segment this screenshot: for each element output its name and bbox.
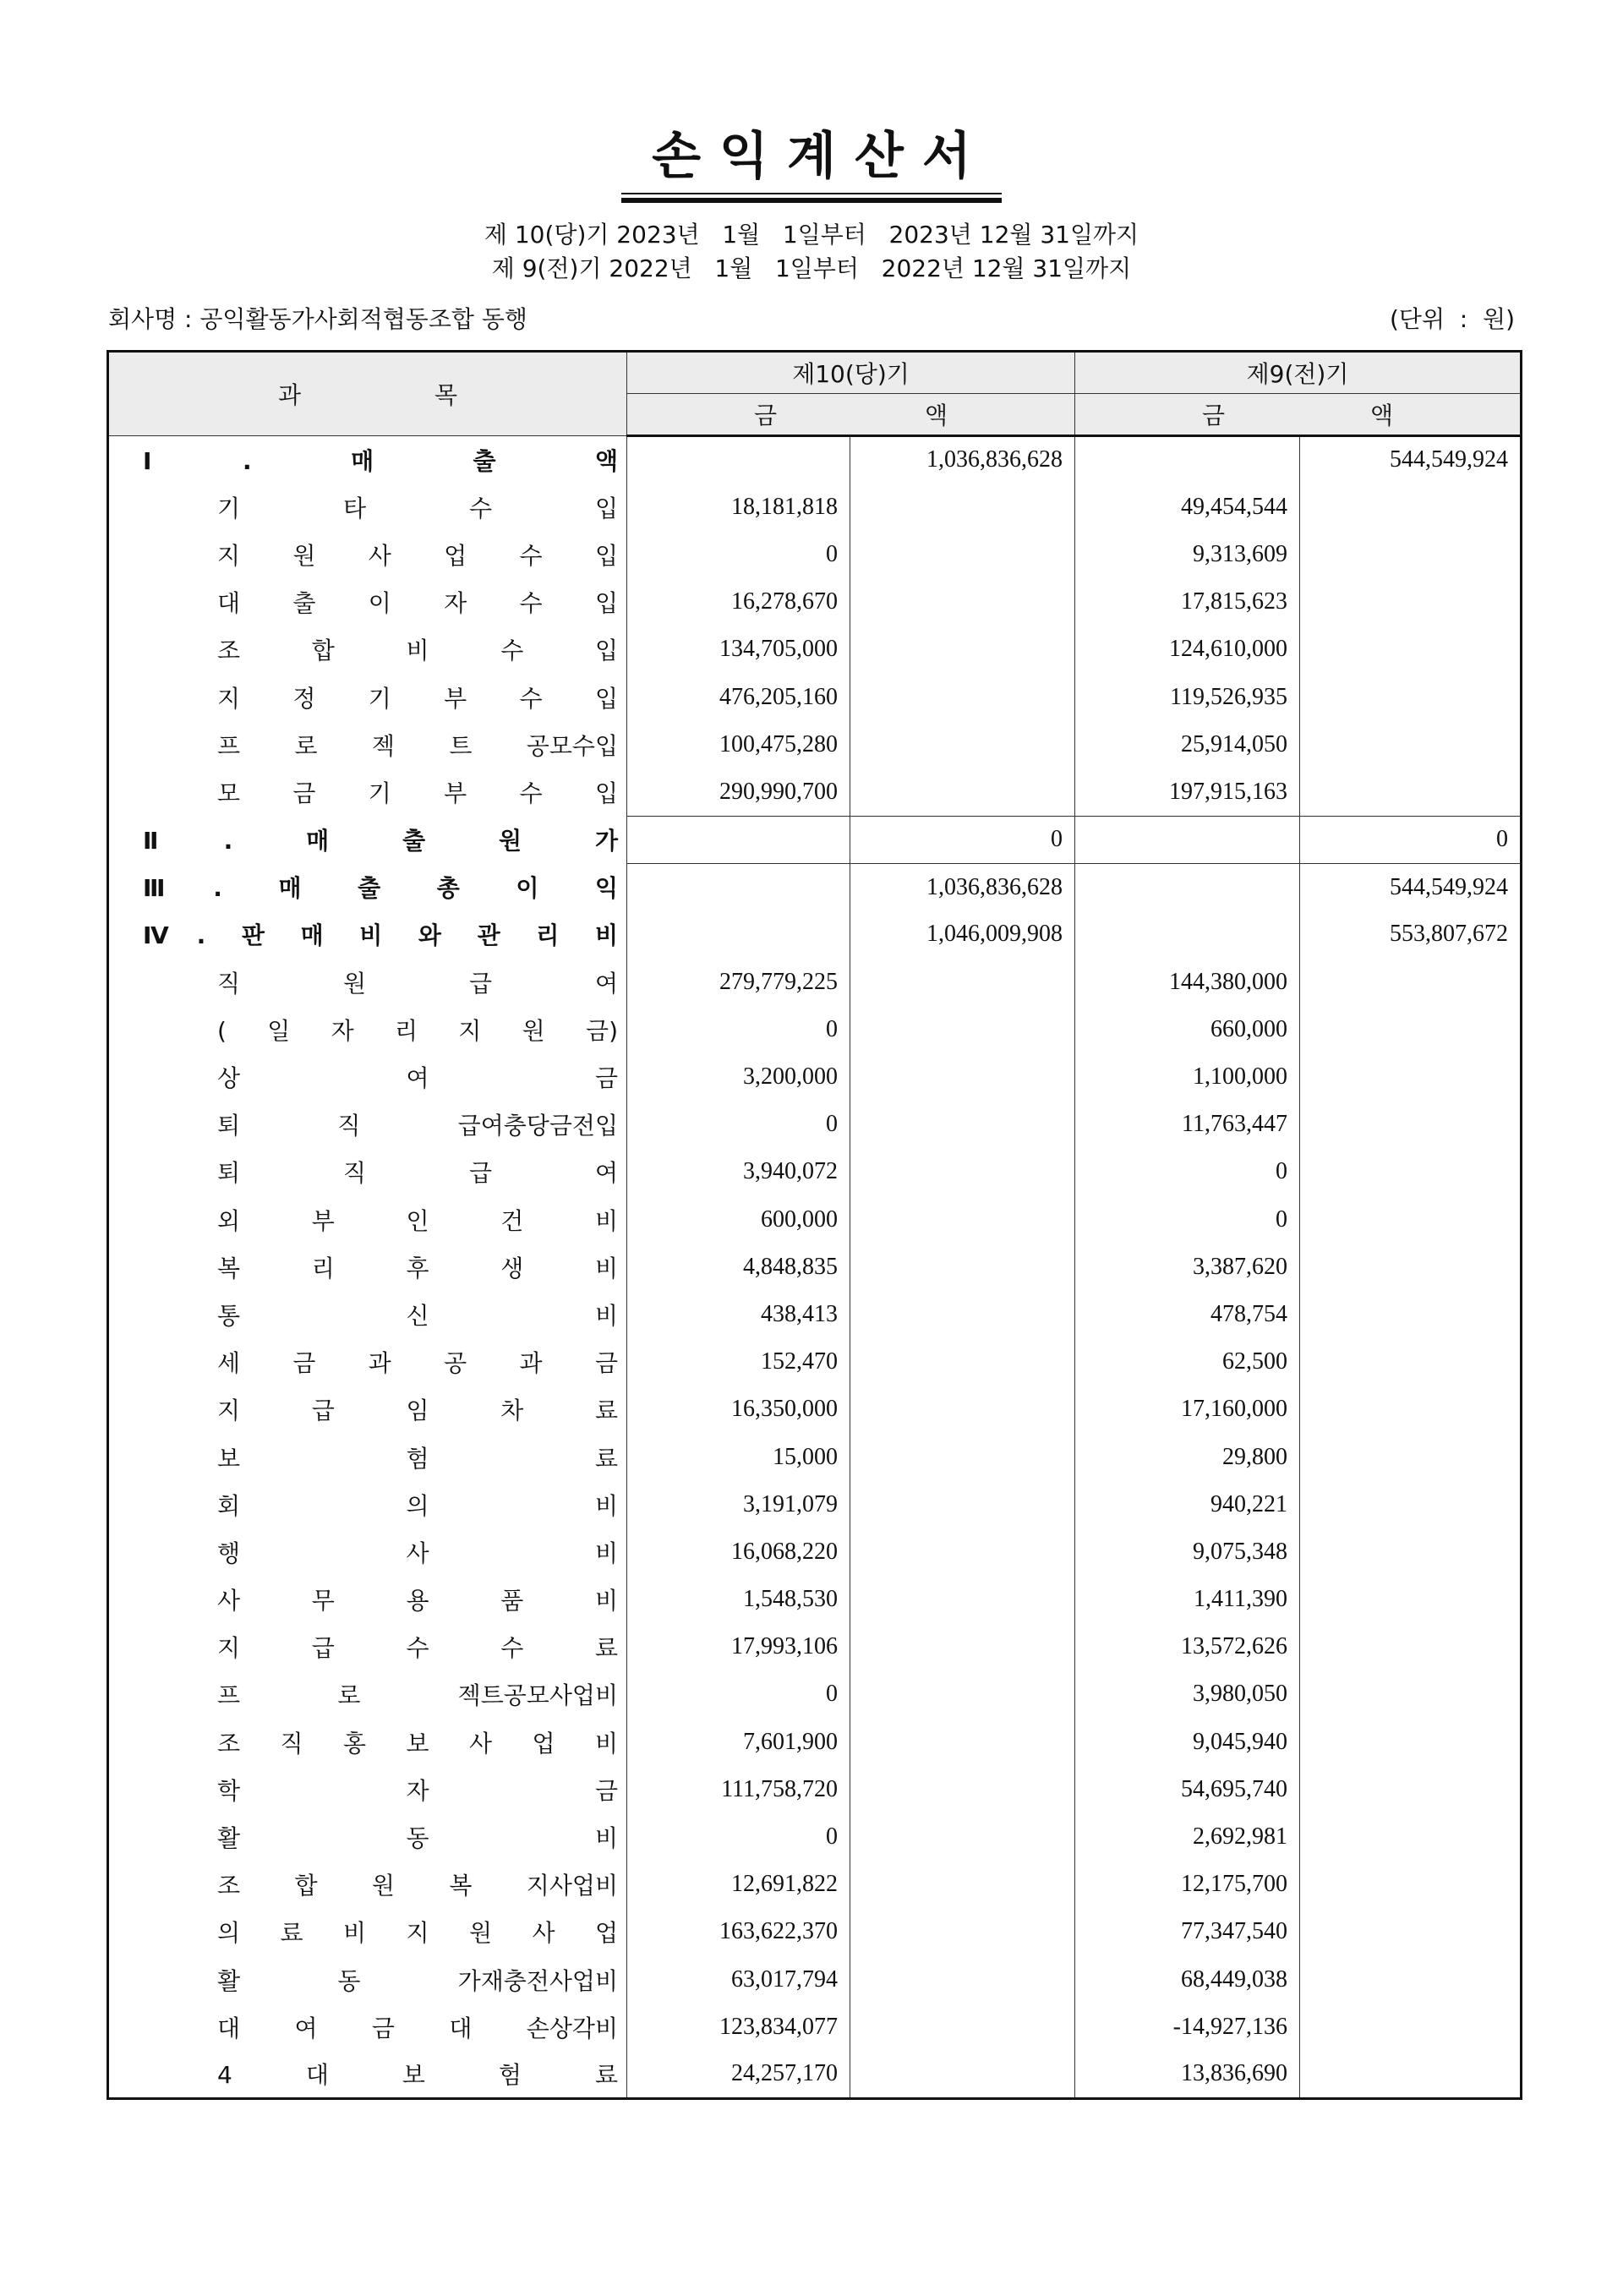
current-total-amount	[850, 1956, 1075, 2004]
table-row	[108, 1719, 1522, 1766]
current-total-amount	[850, 1670, 1075, 1718]
current-sub-amount: 0	[627, 1101, 850, 1148]
prior-total-amount	[1300, 768, 1522, 816]
row-subject: 의 료 비 지 원 사 업	[108, 1908, 627, 1955]
current-sub-amount: 600,000	[627, 1196, 850, 1244]
current-sub-amount	[627, 816, 850, 863]
table-row	[108, 959, 1522, 1006]
prior-total-amount	[1300, 1433, 1522, 1480]
current-total-amount	[850, 1813, 1075, 1861]
company-name: 회사명 : 공익활동가사회적협동조합 동행	[108, 305, 527, 333]
row-subject: 조 직 홍 보 사 업 비	[108, 1719, 627, 1766]
table-row	[108, 2004, 1522, 2051]
current-sub-amount: 17,993,106	[627, 1623, 850, 1670]
prior-sub-amount: 62,500	[1075, 1338, 1300, 1386]
row-subject: 지 정 기 부 수 입	[108, 673, 627, 720]
table-row	[108, 768, 1522, 816]
table-row	[108, 1670, 1522, 1718]
prior-total-amount: 553,807,672	[1300, 910, 1522, 958]
prior-total-amount	[1300, 1576, 1522, 1623]
header-prior-period: 제9(전)기	[1075, 352, 1522, 394]
row-subject: 지 급 임 차 료	[108, 1386, 627, 1433]
table-row	[108, 816, 1522, 863]
prior-sub-amount	[1075, 910, 1300, 958]
header-row-1	[108, 352, 1522, 394]
prior-sub-amount: 3,387,620	[1075, 1244, 1300, 1291]
prior-sub-amount: 25,914,050	[1075, 721, 1300, 768]
table-row	[108, 1148, 1522, 1195]
prior-sub-amount: 54,695,740	[1075, 1766, 1300, 1813]
current-total-amount	[850, 1719, 1075, 1766]
table-row	[108, 1386, 1522, 1433]
period-prior: 제 9(전)기 2022년 1월 1일부터 2022년 12월 31일까지	[491, 254, 1132, 282]
row-subject: 프 로 젝트공모사업비	[108, 1670, 627, 1718]
prior-sub-amount: 77,347,540	[1075, 1908, 1300, 1955]
prior-total-amount	[1300, 1908, 1522, 1955]
current-total-amount	[850, 626, 1075, 673]
prior-sub-amount	[1075, 863, 1300, 910]
current-sub-amount	[627, 863, 850, 910]
prior-sub-amount: 940,221	[1075, 1481, 1300, 1528]
prior-sub-amount: 1,100,000	[1075, 1053, 1300, 1101]
row-subject: 회 의 비	[108, 1481, 627, 1528]
current-sub-amount: 0	[627, 1006, 850, 1053]
row-subject: 활 동 가재충전사업비	[108, 1956, 627, 2004]
current-sub-amount: 100,475,280	[627, 721, 850, 768]
table-row	[108, 721, 1522, 768]
current-sub-amount	[627, 910, 850, 958]
prior-sub-amount: 3,980,050	[1075, 1670, 1300, 1718]
current-total-amount	[850, 1101, 1075, 1148]
prior-sub-amount: 124,610,000	[1075, 626, 1300, 673]
prior-total-amount	[1300, 531, 1522, 578]
prior-total-amount	[1300, 1623, 1522, 1670]
current-sub-amount: 3,191,079	[627, 1481, 850, 1528]
row-subject: 외 부 인 건 비	[108, 1196, 627, 1244]
prior-total-amount	[1300, 1244, 1522, 1291]
current-sub-amount: 152,470	[627, 1338, 850, 1386]
row-subject: 활 동 비	[108, 1813, 627, 1861]
table-row	[108, 578, 1522, 626]
row-subject: 퇴 직 급여충당금전입	[108, 1101, 627, 1148]
prior-sub-amount: 0	[1075, 1148, 1300, 1195]
prior-total-amount	[1300, 959, 1522, 1006]
prior-total-amount	[1300, 1481, 1522, 1528]
prior-sub-amount: 478,754	[1075, 1291, 1300, 1338]
current-sub-amount: 279,779,225	[627, 959, 850, 1006]
current-sub-amount	[627, 436, 850, 484]
prior-sub-amount: 17,160,000	[1075, 1386, 1300, 1433]
current-sub-amount: 4,848,835	[627, 1244, 850, 1291]
header-subject-b: 목	[434, 381, 457, 409]
prior-total-amount: 544,549,924	[1300, 863, 1522, 910]
income-statement-table	[107, 350, 1522, 2100]
prior-sub-amount: 12,175,700	[1075, 1861, 1300, 1908]
table-row	[108, 1338, 1522, 1386]
prior-total-amount	[1300, 1813, 1522, 1861]
table-row	[108, 1006, 1522, 1053]
current-total-amount	[850, 1766, 1075, 1813]
prior-sub-amount: 144,380,000	[1075, 959, 1300, 1006]
row-subject: 프 로 젝 트 공모수입	[108, 721, 627, 768]
current-sub-amount: 476,205,160	[627, 673, 850, 720]
current-total-amount	[850, 1386, 1075, 1433]
current-sub-amount: 0	[627, 531, 850, 578]
prior-sub-amount: 49,454,544	[1075, 484, 1300, 531]
prior-total-amount	[1300, 1386, 1522, 1433]
current-sub-amount: 123,834,077	[627, 2004, 850, 2051]
table-row	[108, 484, 1522, 531]
row-subject: 사 무 용 품 비	[108, 1576, 627, 1623]
table-row	[108, 1101, 1522, 1148]
title-underline-thick	[621, 198, 1002, 203]
header-amount-a: 금	[754, 402, 778, 429]
row-subject: 행 사 비	[108, 1528, 627, 1576]
current-sub-amount: 3,200,000	[627, 1053, 850, 1101]
current-total-amount	[850, 1861, 1075, 1908]
header-subject	[108, 352, 627, 436]
prior-total-amount	[1300, 626, 1522, 673]
prior-total-amount	[1300, 673, 1522, 720]
table-row	[108, 1861, 1522, 1908]
current-sub-amount: 63,017,794	[627, 1956, 850, 2004]
current-sub-amount: 16,068,220	[627, 1528, 850, 1576]
prior-sub-amount: 660,000	[1075, 1006, 1300, 1053]
unit-label: (단위 : 원)	[1389, 305, 1515, 333]
prior-sub-amount: 197,915,163	[1075, 768, 1300, 816]
table-row	[108, 1244, 1522, 1291]
table-row	[108, 1956, 1522, 2004]
header-prior-amount	[1075, 394, 1522, 436]
row-subject: 조 합 원 복 지사업비	[108, 1861, 627, 1908]
prior-total-amount	[1300, 578, 1522, 626]
row-subject: 대 출 이 자 수 입	[108, 578, 627, 626]
current-total-amount	[850, 959, 1075, 1006]
prior-sub-amount: 9,313,609	[1075, 531, 1300, 578]
current-total-amount	[850, 1528, 1075, 1576]
prior-total-amount	[1300, 2051, 1522, 2098]
current-sub-amount: 16,278,670	[627, 578, 850, 626]
current-sub-amount: 15,000	[627, 1433, 850, 1480]
prior-total-amount	[1300, 1719, 1522, 1766]
row-subject: 복 리 후 생 비	[108, 1244, 627, 1291]
header-subject-a: 과	[278, 381, 302, 409]
table-row	[108, 436, 1522, 484]
current-total-amount	[850, 1196, 1075, 1244]
current-total-amount	[850, 1908, 1075, 1955]
current-total-amount	[850, 1481, 1075, 1528]
current-total-amount	[850, 1006, 1075, 1053]
prior-total-amount: 0	[1300, 816, 1522, 863]
prior-total-amount	[1300, 1148, 1522, 1195]
table-row	[108, 1623, 1522, 1670]
table-row	[108, 1528, 1522, 1576]
current-sub-amount: 16,350,000	[627, 1386, 850, 1433]
header-amount-b: 액	[1369, 402, 1393, 429]
row-subject: 학 자 금	[108, 1766, 627, 1813]
header-amount-b: 액	[924, 402, 948, 429]
current-total-amount	[850, 531, 1075, 578]
table-row	[108, 1908, 1522, 1955]
title-underline-thin	[621, 193, 1002, 194]
table-row	[108, 1576, 1522, 1623]
current-sub-amount: 163,622,370	[627, 1908, 850, 1955]
prior-sub-amount: 9,045,940	[1075, 1719, 1300, 1766]
current-sub-amount: 134,705,000	[627, 626, 850, 673]
current-total-amount	[850, 2004, 1075, 2051]
current-total-amount	[850, 1291, 1075, 1338]
current-total-amount	[850, 484, 1075, 531]
current-total-amount	[850, 578, 1075, 626]
current-sub-amount: 12,691,822	[627, 1861, 850, 1908]
current-total-amount: 1,036,836,628	[850, 436, 1075, 484]
prior-sub-amount: -14,927,136	[1075, 2004, 1300, 2051]
current-sub-amount: 0	[627, 1813, 850, 1861]
current-total-amount	[850, 1433, 1075, 1480]
row-subject: 지 급 수 수 료	[108, 1623, 627, 1670]
row-subject: 모 금 기 부 수 입	[108, 768, 627, 816]
prior-total-amount	[1300, 721, 1522, 768]
current-total-amount	[850, 1244, 1075, 1291]
row-subject: 통 신 비	[108, 1291, 627, 1338]
current-sub-amount: 1,548,530	[627, 1576, 850, 1623]
prior-total-amount	[1300, 1861, 1522, 1908]
current-total-amount	[850, 768, 1075, 816]
statement-body	[108, 436, 1522, 2099]
table-row	[108, 673, 1522, 720]
table-row	[108, 2051, 1522, 2098]
prior-total-amount	[1300, 1196, 1522, 1244]
row-subject: 퇴 직 급 여	[108, 1148, 627, 1195]
table-row	[108, 1291, 1522, 1338]
title-wrap	[0, 123, 1623, 190]
row-subject: Ⅳ. 판 매 비 와 관 리 비	[108, 910, 627, 958]
row-subject: 상 여 금	[108, 1053, 627, 1101]
row-subject: 보 험 료	[108, 1433, 627, 1480]
current-sub-amount: 0	[627, 1670, 850, 1718]
current-sub-amount: 3,940,072	[627, 1148, 850, 1195]
current-total-amount	[850, 721, 1075, 768]
row-subject: 세 금 과 공 과 금	[108, 1338, 627, 1386]
prior-sub-amount: 68,449,038	[1075, 1956, 1300, 2004]
current-sub-amount: 7,601,900	[627, 1719, 850, 1766]
current-sub-amount: 18,181,818	[627, 484, 850, 531]
current-total-amount	[850, 673, 1075, 720]
prior-sub-amount: 17,815,623	[1075, 578, 1300, 626]
prior-total-amount	[1300, 1291, 1522, 1338]
header-current-amount	[627, 394, 1075, 436]
current-total-amount	[850, 1148, 1075, 1195]
table-row	[108, 1481, 1522, 1528]
document-title: 손익계산서	[652, 127, 990, 186]
prior-total-amount	[1300, 1528, 1522, 1576]
prior-total-amount	[1300, 1053, 1522, 1101]
prior-total-amount	[1300, 1766, 1522, 1813]
prior-sub-amount: 0	[1075, 1196, 1300, 1244]
row-subject: 조 합 비 수 입	[108, 626, 627, 673]
row-subject: Ⅰ. 매 출 액	[108, 436, 627, 484]
prior-sub-amount: 2,692,981	[1075, 1813, 1300, 1861]
table-row	[108, 1196, 1522, 1244]
table-row	[108, 1813, 1522, 1861]
current-total-amount	[850, 1576, 1075, 1623]
prior-sub-amount: 13,572,626	[1075, 1623, 1300, 1670]
prior-total-amount	[1300, 1101, 1522, 1148]
row-subject: 기 타 수 입	[108, 484, 627, 531]
period-current: 제 10(당)기 2023년 1월 1일부터 2023년 12월 31일까지	[484, 221, 1139, 249]
table-row	[108, 1766, 1522, 1813]
prior-sub-amount	[1075, 436, 1300, 484]
table-row	[108, 910, 1522, 958]
row-subject: 지 원 사 업 수 입	[108, 531, 627, 578]
prior-sub-amount: 11,763,447	[1075, 1101, 1300, 1148]
current-total-amount: 1,036,836,628	[850, 863, 1075, 910]
row-subject: 대 여 금 대 손상각비	[108, 2004, 627, 2051]
header-amount-a: 금	[1202, 402, 1226, 429]
current-total-amount	[850, 2051, 1075, 2098]
prior-sub-amount: 9,075,348	[1075, 1528, 1300, 1576]
prior-total-amount	[1300, 1956, 1522, 2004]
prior-sub-amount: 13,836,690	[1075, 2051, 1300, 2098]
current-total-amount	[850, 1053, 1075, 1101]
prior-total-amount: 544,549,924	[1300, 436, 1522, 484]
row-subject: ( 일 자 리 지 원 금)	[108, 1006, 627, 1053]
header-current-period: 제10(당)기	[627, 352, 1075, 394]
prior-sub-amount: 119,526,935	[1075, 673, 1300, 720]
row-subject: Ⅲ. 매 출 총 이 익	[108, 863, 627, 910]
prior-sub-amount	[1075, 816, 1300, 863]
current-sub-amount: 438,413	[627, 1291, 850, 1338]
table-row	[108, 531, 1522, 578]
table-row	[108, 626, 1522, 673]
current-total-amount	[850, 1338, 1075, 1386]
row-subject: Ⅱ. 매 출 원 가	[108, 816, 627, 863]
table-row	[108, 1053, 1522, 1101]
prior-total-amount	[1300, 2004, 1522, 2051]
row-subject: 직 원 급 여	[108, 959, 627, 1006]
table-row	[108, 1433, 1522, 1480]
current-total-amount: 1,046,009,908	[850, 910, 1075, 958]
prior-total-amount	[1300, 1338, 1522, 1386]
prior-total-amount	[1300, 484, 1522, 531]
current-total-amount: 0	[850, 816, 1075, 863]
table-row	[108, 863, 1522, 910]
current-total-amount	[850, 1623, 1075, 1670]
row-subject: 4 대 보 험 료	[108, 2051, 627, 2098]
current-sub-amount: 290,990,700	[627, 768, 850, 816]
prior-total-amount	[1300, 1006, 1522, 1053]
current-sub-amount: 111,758,720	[627, 1766, 850, 1813]
prior-sub-amount: 29,800	[1075, 1433, 1300, 1480]
prior-sub-amount: 1,411,390	[1075, 1576, 1300, 1623]
current-sub-amount: 24,257,170	[627, 2051, 850, 2098]
prior-total-amount	[1300, 1670, 1522, 1718]
